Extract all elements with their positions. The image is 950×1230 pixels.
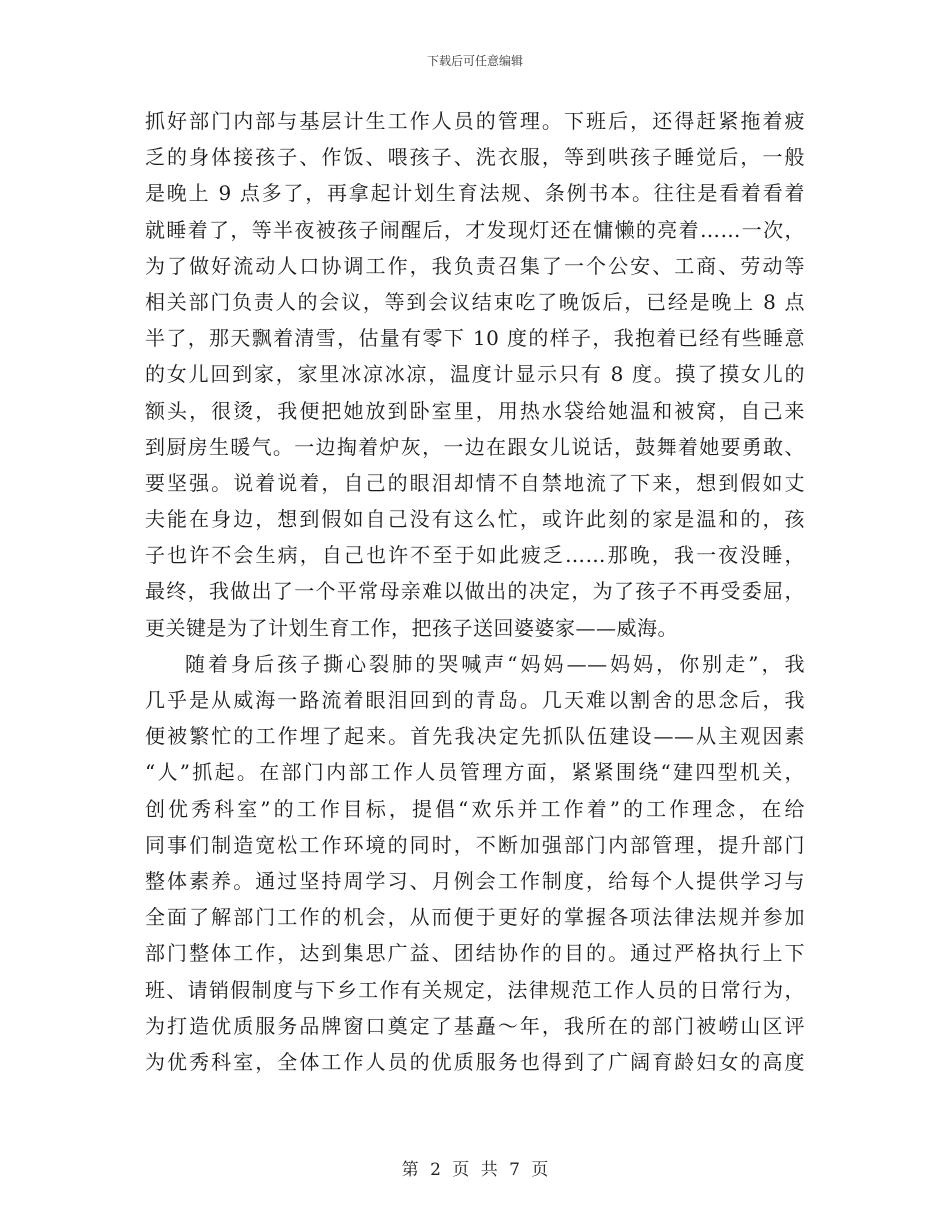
text-line: 为了做好流动人口协调工作，我负责召集了一个公安、工商、劳动等 [145, 253, 805, 278]
text-line: 整体素养。通过坚持周学习、月例会工作制度，给每个人提供学习与 [145, 868, 805, 893]
text-line: 子也许不会生病，自己也许不至于如此疲乏……那晚，我一夜没睡， [145, 543, 805, 568]
page-number: 第 2 页 共 7 页 [401, 1160, 549, 1180]
document-body [145, 103, 805, 1080]
paragraph-2 [145, 646, 805, 1080]
text-line: 是晚上 9 点多了，再拿起计划生育法规、条例书本。往往是看着看着 [145, 181, 805, 206]
text-line: 全面了解部门工作的机会，从而便于更好的掌握各项法律法规并参加 [145, 905, 805, 930]
text-line: 半了，那天飘着清雪，估量有零下 10 度的样子，我抱着已经有些睡意 [145, 326, 805, 351]
text-line: 部门整体工作，达到集思广益、团结协作的目的。通过严格执行上下 [145, 941, 805, 966]
text-line: 为优秀科室，全体工作人员的优质服务也得到了广阔育龄妇女的高度 [145, 1049, 805, 1074]
text-line: 抓好部门内部与基层计生工作人员的管理。下班后，还得赶紧拖着疲 [145, 109, 805, 133]
text-line: 到厨房生暖气。一边掏着炉灰，一边在跟女儿说话，鼓舞着她要勇敢、 [145, 434, 805, 459]
text-line: 额头，很烫，我便把她放到卧室里，用热水袋给她温和被窝，自己来 [145, 398, 805, 423]
text-line: 几乎是从威海一路流着眼泪回到的青岛。几天难以割舍的思念后，我 [145, 688, 805, 712]
page-header-note: 下载后可任意编辑 [426, 54, 523, 68]
text-line: 随着身后孩子撕心裂肺的哭喊声“妈妈——妈妈，你别走”，我 [185, 651, 805, 676]
text-line: 更关键是为了计划生育工作，把孩子送回婆婆家——威海。 [145, 615, 678, 640]
paragraph-1 [145, 103, 805, 646]
text-line: 同事们制造宽松工作环境的同时，不断加强部门内部管理，提升部门 [145, 832, 805, 857]
text-line: 就睡着了，等半夜被孩子闹醒后，才发现灯还在慵懒的亮着……一次， [145, 217, 805, 242]
text-line: 最终，我做出了一个平常母亲难以做出的决定，为了孩子不再受委屈， [145, 579, 805, 604]
text-line: 创优秀科室”的工作目标，提倡“欢乐并工作着”的工作理念，在给 [145, 796, 805, 821]
text-line: “人”抓起。在部门内部工作人员管理方面，紧紧围绕“建四型机关， [145, 760, 805, 785]
text-line: 要坚强。说着说着，自己的眼泪却情不自禁地流了下来，想到假如丈 [145, 470, 805, 495]
text-line: 便被繁忙的工作埋了起来。首先我决定先抓队伍建设——从主观因素 [145, 724, 805, 749]
text-line: 乏的身体接孩子、作饭、喂孩子、洗衣服，等到哄孩子睡觉后，一般 [145, 145, 805, 170]
text-line: 为打造优质服务品牌窗口奠定了基矗～年，我所在的部门被崂山区评 [145, 1013, 805, 1038]
text-line: 夫能在身边，想到假如自己没有这么忙，或许此刻的家是温和的，孩 [145, 507, 805, 532]
text-line: 班、请销假制度与下乡工作有关规定，法律规范工作人员的日常行为， [145, 977, 805, 1002]
text-line: 的女儿回到家，家里冰凉冰凉，温度计显示只有 8 度。摸了摸女儿的 [145, 362, 805, 387]
text-line: 相关部门负责人的会议，等到会议结束吃了晚饭后，已经是晚上 8 点 [145, 289, 805, 314]
